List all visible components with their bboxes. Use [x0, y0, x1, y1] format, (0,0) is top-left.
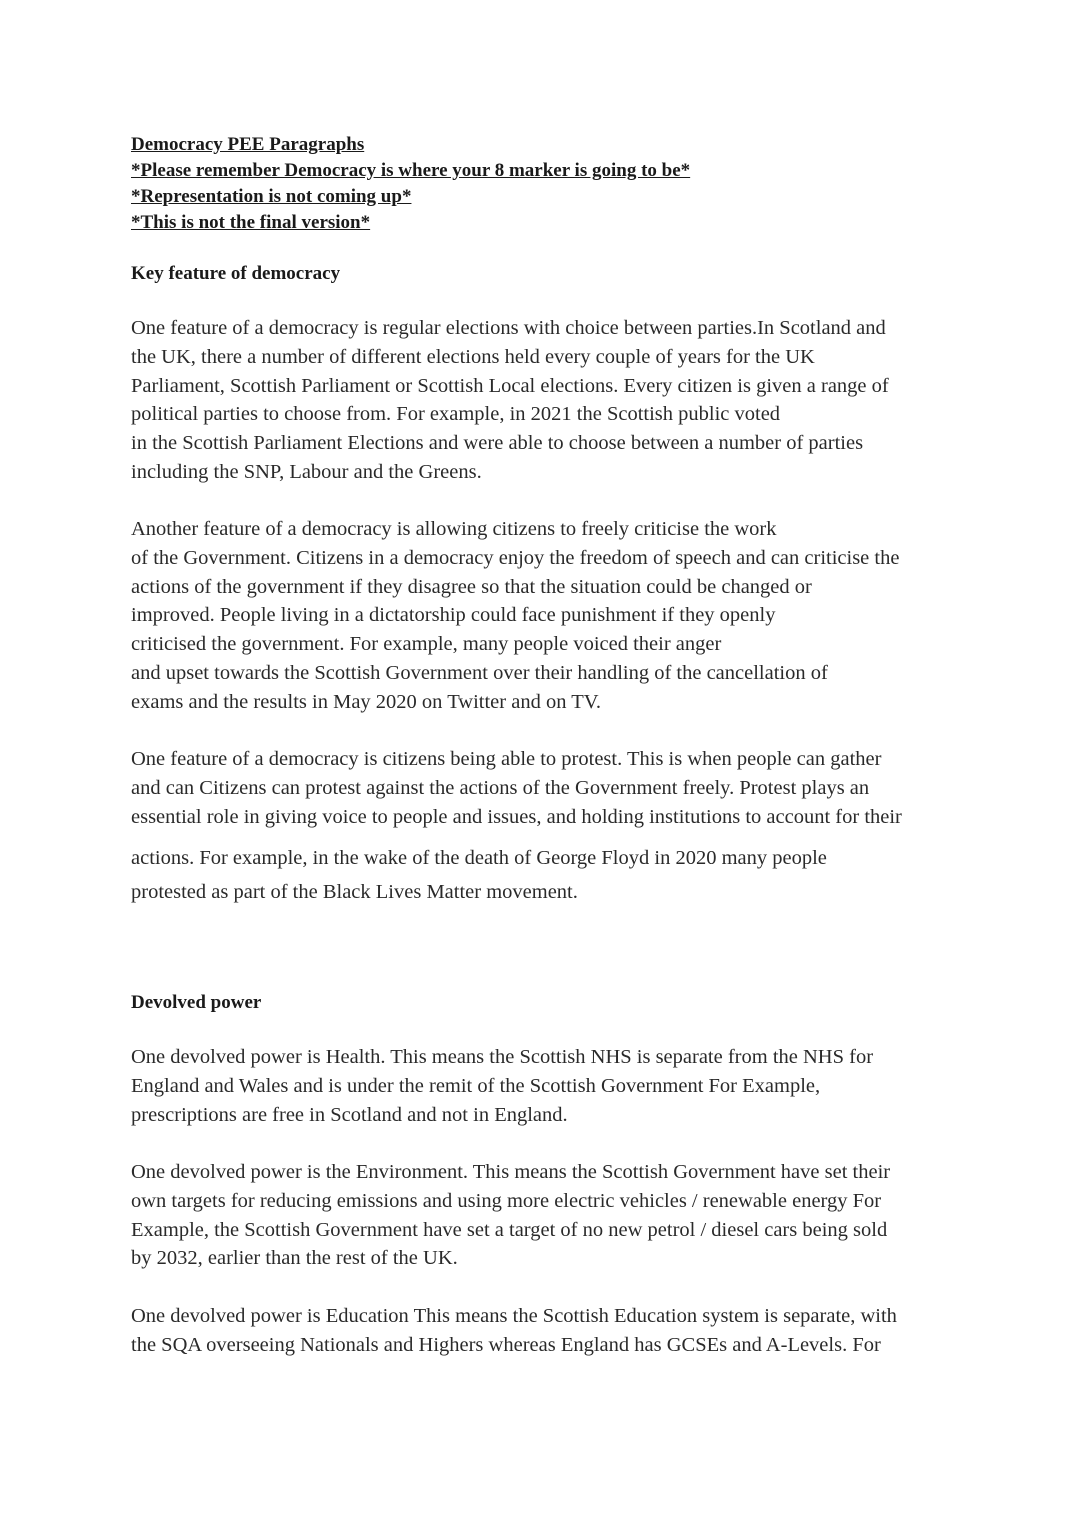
text-line: One feature of a democracy is citizens being able to protest. This is when people can gather — [131, 748, 882, 770]
header-note: *Representation is not coming up* — [131, 186, 412, 207]
text-line: criticised the government. For example, many people voiced their anger — [131, 633, 722, 656]
text-line: essential role in giving voice to people and issues, and holding institutions to account for their — [131, 805, 902, 828]
section-heading: Devolved power — [131, 992, 262, 1013]
document-title: Democracy PEE Paragraphs — [131, 134, 365, 155]
text-line: Another feature of a democracy is allowing citizens to freely criticise the work — [131, 518, 777, 540]
paragraph — [131, 314, 889, 487]
text-line: exams and the results in May 2020 on Twitter and on TV. — [131, 690, 602, 713]
text-line: One devolved power is the Environment. This means the Scottish Government have set their — [131, 1161, 891, 1183]
text-line: own targets for reducing emissions and using more electric vehicles / renewable energy For — [131, 1189, 882, 1212]
text-line: protested as part of the Black Lives Matter movement. — [131, 881, 578, 903]
text-line: the SQA overseeing Nationals and Highers whereas England has GCSEs and A-Levels. For — [131, 1333, 881, 1356]
text-line: improved. People living in a dictatorship could face punishment if they openly — [131, 604, 776, 627]
paragraph-continued — [131, 841, 827, 909]
header-note: *This is not the final version* — [131, 212, 371, 233]
text-line: and can Citizens can protest against the actions of the Government freely. Protest plays an — [131, 776, 870, 799]
text-line: England and Wales and is under the remit of the Scottish Government For Example, — [131, 1074, 821, 1097]
text-line: Parliament, Scottish Parliament or Scottish Local elections. Every citizen is given a range of — [131, 374, 889, 397]
paragraph — [131, 1302, 897, 1360]
text-line: and upset towards the Scottish Government over their handling of the cancellation of — [131, 661, 828, 684]
text-line: of the Government. Citizens in a democracy enjoy the freedom of speech and can criticise the — [131, 546, 900, 569]
text-line: actions of the government if they disagree so that the situation could be changed or — [131, 575, 812, 598]
text-line: actions. For example, in the wake of the death of George Floyd in 2020 many people — [131, 847, 827, 869]
text-line: political parties to choose from. For example, in 2021 the Scottish public voted — [131, 403, 781, 426]
text-line: Example, the Scottish Government have set a target of no new petrol / diesel cars being sold — [131, 1218, 888, 1241]
text-line: including the SNP, Labour and the Greens. — [131, 460, 482, 483]
text-line: One devolved power is Health. This means the Scottish NHS is separate from the NHS for — [131, 1046, 874, 1068]
paragraph — [131, 515, 899, 717]
section-heading: Key feature of democracy — [131, 263, 341, 284]
document-header — [131, 132, 690, 236]
text-line: prescriptions are free in Scotland and not in England. — [131, 1103, 568, 1126]
text-line: One devolved power is Education This means the Scottish Education system is separate, with — [131, 1305, 897, 1327]
text-line: in the Scottish Parliament Elections and were able to choose between a number of parties — [131, 432, 864, 455]
text-line: the UK, there a number of different elections held every couple of years for the UK — [131, 345, 815, 368]
paragraph — [131, 745, 902, 831]
header-note: *Please remember Democracy is where your 8 marker is going to be* — [131, 160, 691, 181]
text-line: by 2032, earlier than the rest of the UK. — [131, 1247, 458, 1270]
paragraph — [131, 1158, 890, 1273]
paragraph — [131, 1043, 873, 1129]
text-line: One feature of a democracy is regular elections with choice between parties.In Scotland and — [131, 317, 886, 339]
